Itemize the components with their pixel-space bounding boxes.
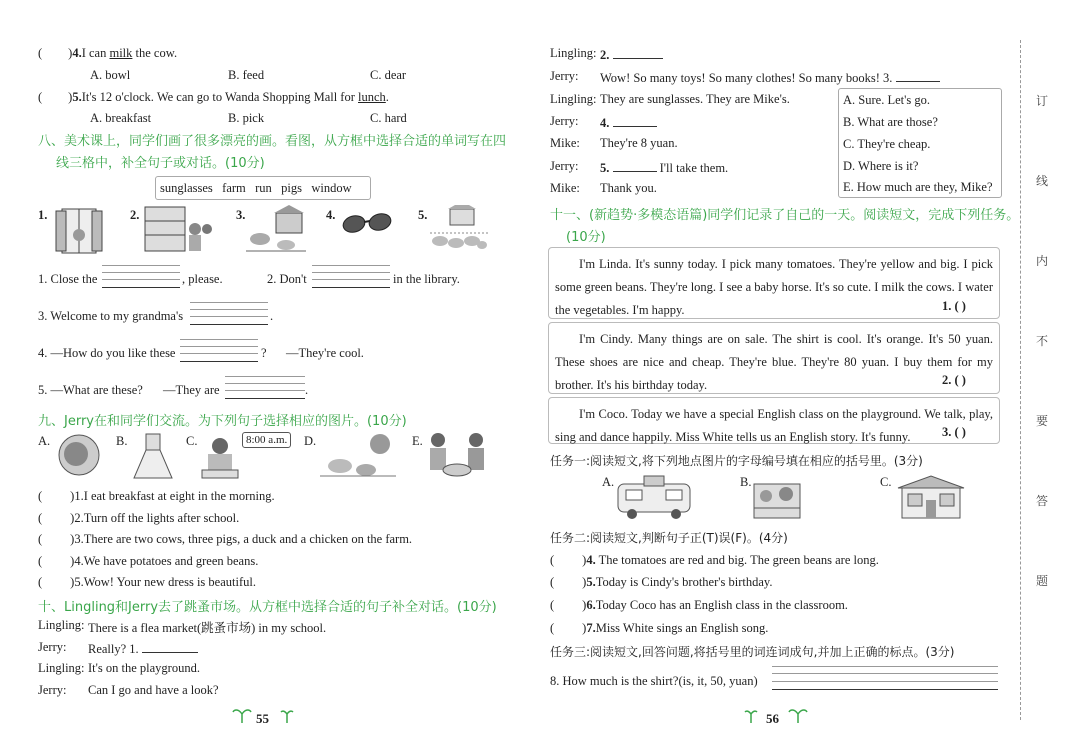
tf-item-5: ( )5.Today is Cindy's brother's birthday. — [550, 575, 773, 589]
leaf-icon — [232, 706, 252, 724]
option: B. What are those? — [843, 115, 938, 129]
sentence-1: 1. Close the — [38, 272, 98, 286]
dialogue-line: 5. I'll take them. — [600, 161, 729, 175]
passage-1: I'm Linda. It's sunny today. I pick many tomatoes. They're yellow and big. I pick some green beans. They're long. I see a baby horse. It's so cute. I milk the cows. I water the vegetables. I'm happy. — [548, 247, 1000, 319]
pic-label-c: C. — [186, 434, 198, 448]
margin-char: 题 — [1036, 574, 1049, 588]
place-label-c: C. — [880, 475, 892, 489]
margin-char: 要 — [1036, 414, 1049, 428]
section-9-title: 九、Jerry在和同学们交流。为下列句子选择相应的图片。(10分) — [38, 414, 407, 429]
leaf-icon — [744, 708, 758, 724]
sentence-4: 4. —How do you like these — [38, 346, 176, 360]
margin-char: 答 — [1036, 494, 1049, 508]
margin-char: 线 — [1036, 174, 1049, 188]
speaker: Jerry: — [550, 159, 579, 173]
word-box-text: sunglasses farm run pigs window — [160, 181, 352, 195]
farm-animals-picture — [320, 432, 396, 480]
margin-char: 订 — [1036, 94, 1049, 108]
shop-picture — [896, 474, 966, 520]
dialogue-line: Can I go and have a look? — [88, 683, 219, 697]
margin-char: 内 — [1036, 254, 1049, 268]
sunglasses-picture — [340, 210, 396, 240]
speaker: Mike: — [550, 136, 580, 150]
sentence-1-end: , please. — [182, 272, 223, 286]
place-label-a: A. — [602, 475, 615, 489]
leaf-icon — [280, 708, 294, 724]
section-10-title: 十、Lingling和Jerry去了跳蚤市场。从方框中选择合适的句子补全对话。(10分) — [38, 600, 497, 615]
pic-label-1: 1. — [38, 208, 48, 222]
sentence-3-end: . — [270, 309, 274, 323]
pic-label-4: 4. — [326, 208, 336, 222]
pic-label-2: 2. — [130, 208, 140, 222]
sentence-2-end: in the library. — [393, 272, 460, 286]
speaker: Lingling: — [550, 92, 597, 106]
dialogue-line: 4. — [600, 114, 657, 131]
clock-time: 8:00 a.m. — [242, 432, 291, 448]
speaker: Jerry: — [550, 69, 579, 83]
speaker: Jerry: — [38, 640, 67, 654]
dialogue-line: They are sunglasses. They are Mike's. — [600, 92, 790, 106]
vegetables-picture — [424, 430, 490, 480]
option: A. Sure. Let's go. — [843, 93, 930, 107]
option: D. Where is it? — [843, 159, 919, 173]
tf-item-7: ( )7.Miss White sings an English song. — [550, 621, 769, 635]
option: E. How much are they, Mike? — [843, 180, 993, 194]
answer-bracket: 3. ( ) — [942, 425, 966, 439]
task-3: 任务三:阅读短文,回答问题,将括号里的词连词成句,并加上正确的标点。(3分) — [550, 645, 955, 659]
dialogue-line: Wow! So many toys! So many clothes! So many books! 3. — [600, 69, 940, 86]
sentence-4-answer: —They're cool. — [286, 346, 364, 360]
answer-bracket: 2. ( ) — [942, 373, 966, 387]
page-number: 56 — [766, 711, 779, 726]
tf-item-6: ( )6.Today Coco has an English class in the classroom. — [550, 598, 848, 612]
breakfast-picture — [200, 436, 240, 480]
passage-2: I'm Cindy. Many things are on sale. The shirt is cool. It's orange. It's 50 yuan. These shoes are nice and cheap. They're blue. They're 80 yuan. I buy them for my brother. It's his birthday today. — [548, 322, 1000, 394]
page-number: 55 — [256, 711, 269, 726]
section-11-title: 十一、(新趋势·多模态语篇)同学们记录了自己的一天。阅读短文，完成下列任务。 — [550, 208, 1020, 223]
pic-label-a: A. — [38, 434, 51, 448]
option-a: A. breakfast — [90, 111, 152, 125]
school-bus-picture — [614, 474, 694, 520]
pic-label-e: E. — [412, 434, 423, 448]
speaker: Lingling: — [38, 618, 85, 632]
section-8-title-2: 线三格中，补全句子或对话。(10分) — [56, 156, 265, 171]
item-5: ( )5.Wow! Your new dress is beautiful. — [38, 575, 256, 589]
dialogue-line: Really? 1. — [88, 640, 198, 657]
pic-label-5: 5. — [418, 208, 428, 222]
speaker: Lingling: — [550, 46, 597, 60]
speaker: Lingling: — [38, 661, 85, 675]
option-b: B. feed — [228, 68, 265, 82]
speaker: Jerry: — [550, 114, 579, 128]
option-c: C. dear — [370, 68, 407, 82]
sentence-5-answer: —They are — [163, 383, 220, 397]
dialogue-line: They're 8 yuan. — [600, 136, 678, 150]
item-4: ( )4.We have potatoes and green beans. — [38, 554, 259, 568]
option-c: C. hard — [370, 111, 407, 125]
dialogue-line: 2. — [600, 46, 663, 63]
leaf-icon — [788, 706, 808, 724]
pigs-picture — [430, 205, 488, 255]
margin-char: 不 — [1036, 334, 1049, 348]
pic-label-b: B. — [116, 434, 128, 448]
window-picture — [54, 205, 104, 255]
sentence-3: 3. Welcome to my grandma's — [38, 309, 184, 323]
pic-label-3: 3. — [236, 208, 246, 222]
item-1: ( )1.I eat breakfast at eight in the morning. — [38, 489, 275, 503]
task-2: 任务二:阅读短文,判断句子正(T)误(F)。(4分) — [550, 531, 788, 545]
question-5: ( )5.It's 12 o'clock. We can go to Wanda Shopping Mall for lunch. — [38, 90, 389, 104]
option-b: B. pick — [228, 111, 265, 125]
light-switch-picture — [56, 432, 102, 478]
cut-line — [1020, 40, 1021, 720]
farm-picture — [246, 205, 306, 255]
garden-picture — [752, 474, 802, 520]
answer-bracket: 1. ( ) — [942, 299, 966, 313]
speaker: Jerry: — [38, 683, 67, 697]
question-8: 8. How much is the shirt?(is, it, 50, yuan) — [550, 674, 758, 688]
item-3: ( )3.There are two cows, three pigs, a duck and a chicken on the farm. — [38, 532, 413, 546]
options-box — [838, 88, 1002, 198]
sentence-4-q: ? — [261, 346, 267, 360]
question-4: ( )4.I can milk the cow. — [38, 46, 178, 60]
section-11-title-2: (10分) — [566, 230, 606, 245]
library-picture — [143, 205, 215, 255]
sentence-2: 2. Don't — [267, 272, 307, 286]
pic-label-d: D. — [304, 434, 317, 448]
item-2: ( )2.Turn off the lights after school. — [38, 511, 240, 525]
speaker: Mike: — [550, 181, 580, 195]
dress-picture — [130, 432, 176, 480]
dialogue-line: Thank you. — [600, 181, 657, 195]
place-label-b: B. — [740, 475, 752, 489]
task-1: 任务一:阅读短文,将下列地点图片的字母编号填在相应的括号里。(3分) — [550, 454, 923, 468]
word-box — [155, 176, 371, 200]
option-a: A. bowl — [90, 68, 131, 82]
option: C. They're cheap. — [843, 137, 931, 151]
sentence-5: 5. —What are these? — [38, 383, 143, 397]
dialogue-line: There is a flea market(跳蚤市场) in my school. — [88, 621, 327, 635]
sentence-5-end: . — [305, 383, 309, 397]
section-8-title: 八、美术课上，同学们画了很多漂亮的画。看图，从方框中选择合适的单词写在四 — [38, 134, 507, 149]
passage-3: I'm Coco. Today we have a special English class on the playground. We talk, play, sing and dance happily. Miss White tells us an English story. It's funny. — [548, 397, 1000, 444]
dialogue-line: It's on the playground. — [88, 661, 200, 675]
tf-item-4: ( )4. The tomatoes are red and big. The green beans are long. — [550, 553, 879, 567]
